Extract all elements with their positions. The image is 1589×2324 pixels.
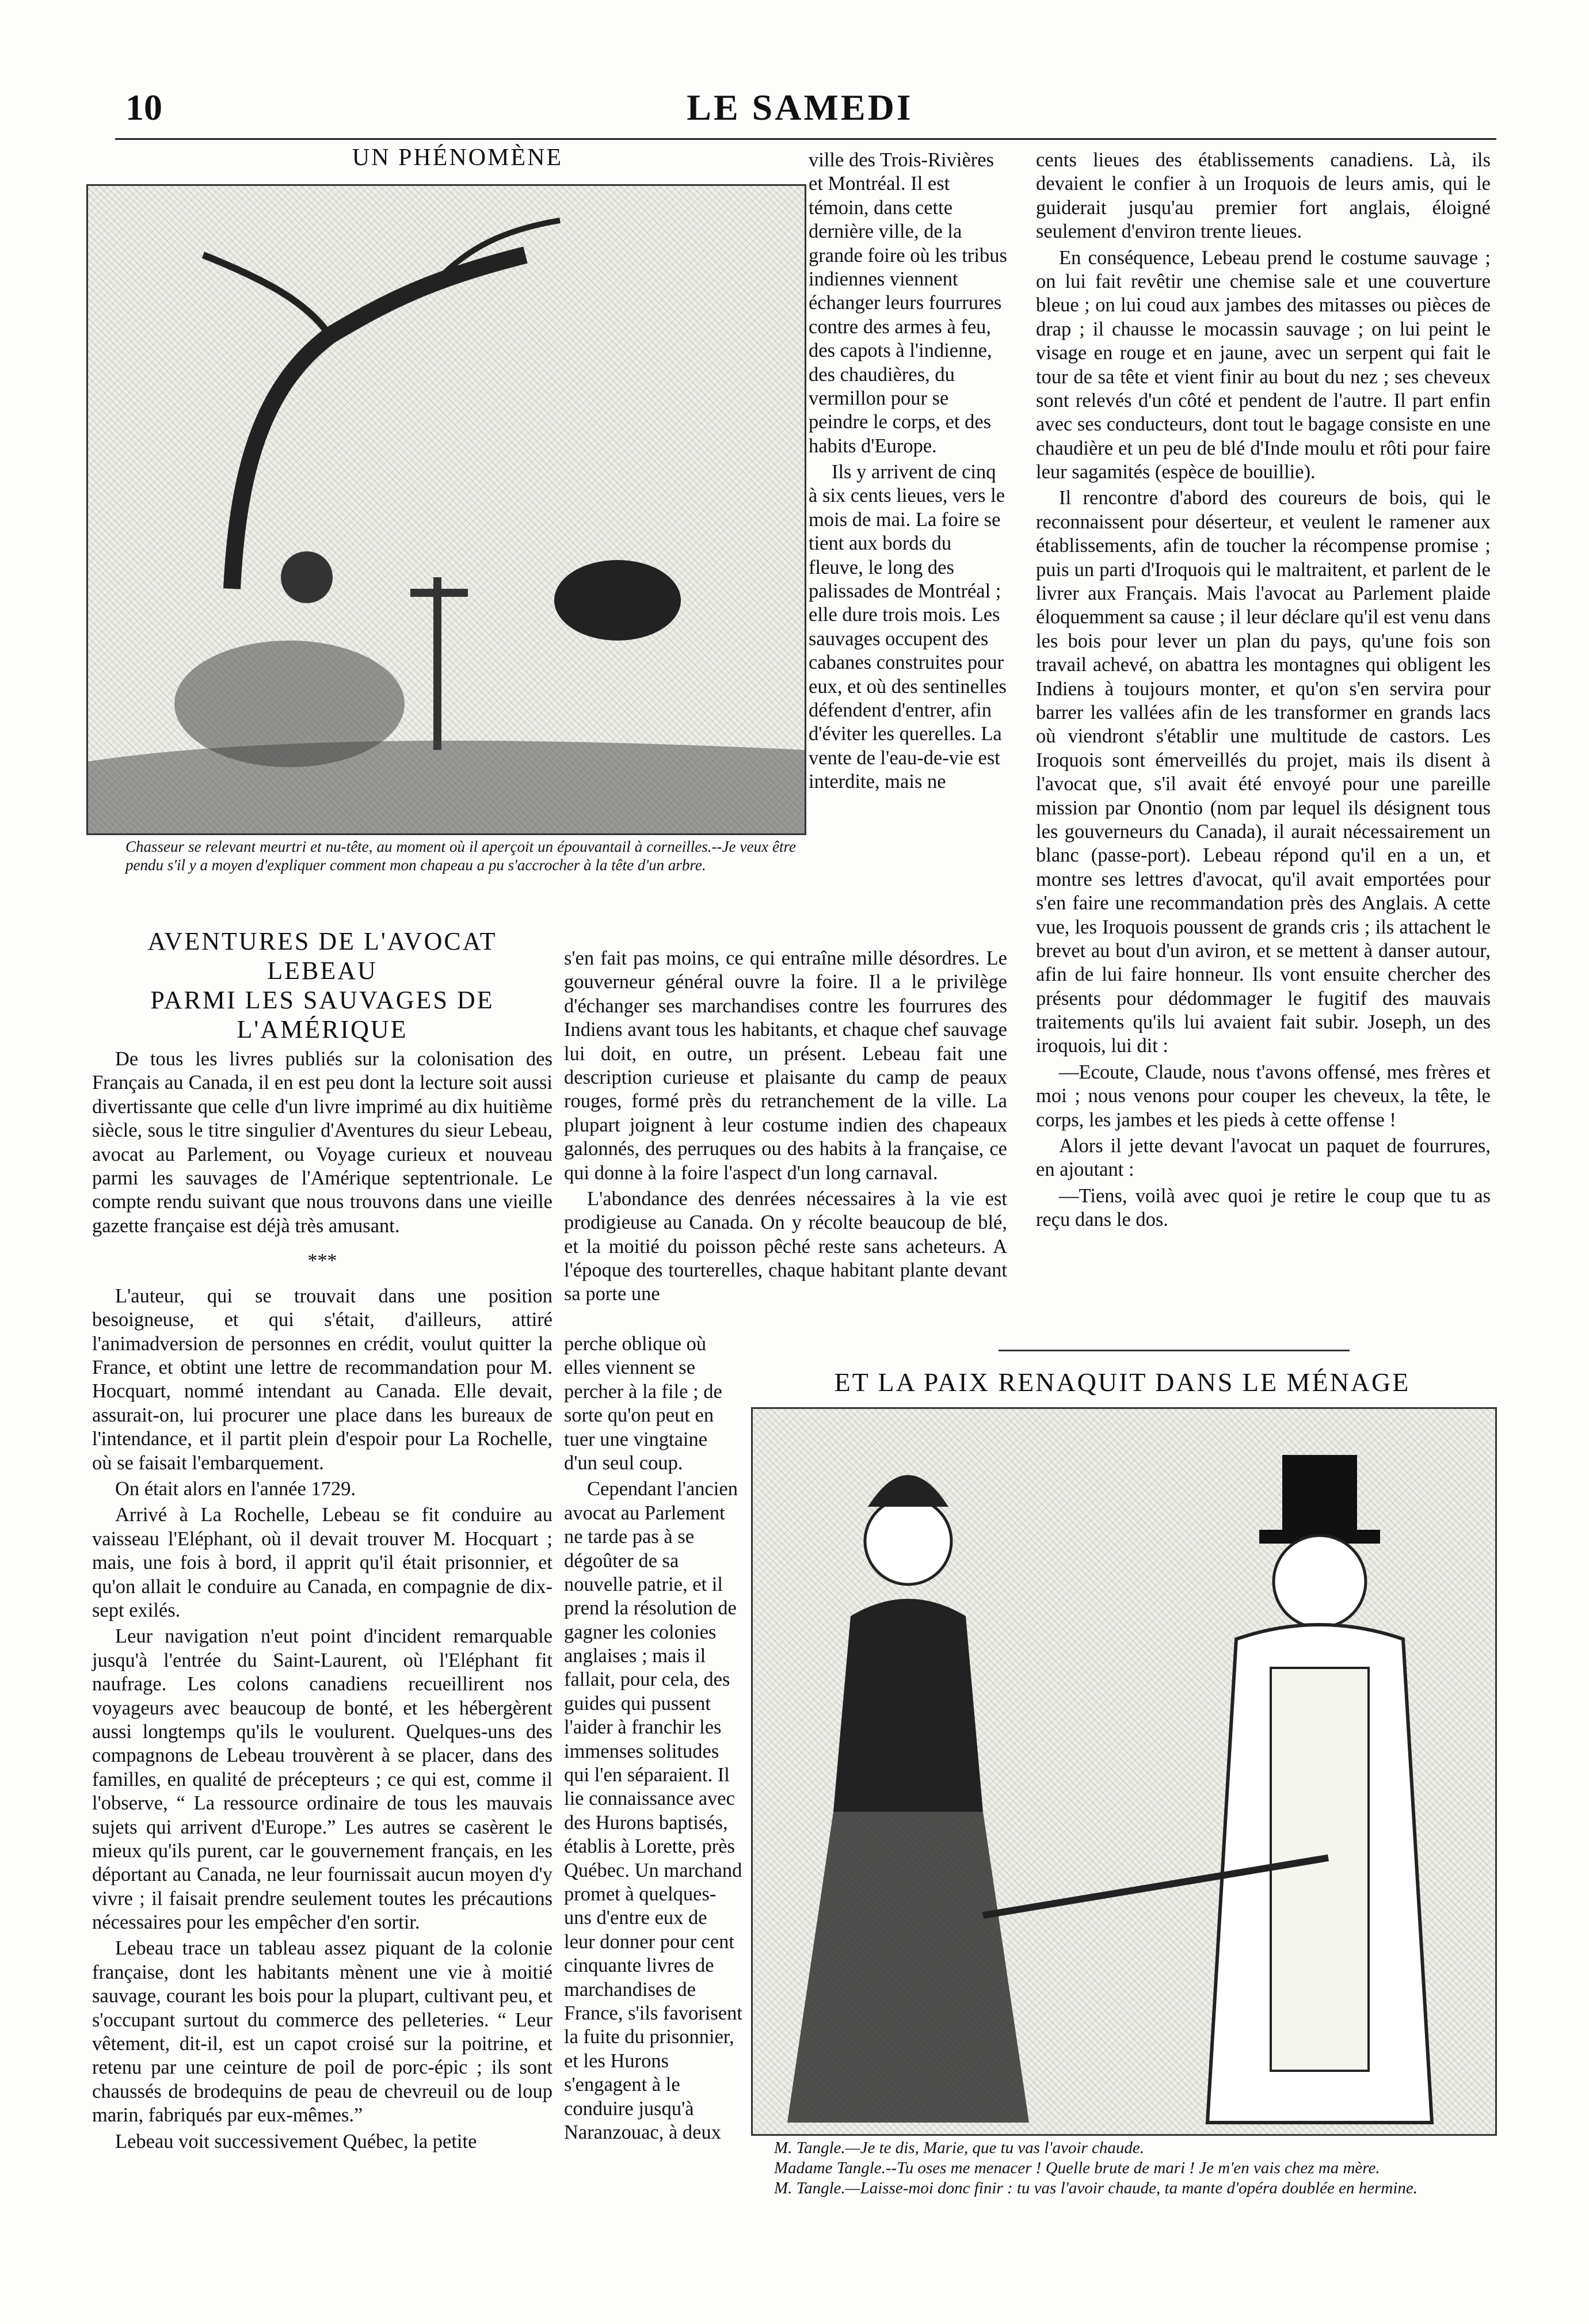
paragraph: L'auteur, qui se trouvait dans une position besoigneuse, et qui s'était, d'ailleurs, attiré l'animadversion de personnes en crédit, voulut quitter la France, et obtint une lettre de recommandation pour M. Hocquart, nommé intendant au Canada. Elle devait, assurait-on, lui procurer une place dans les bureaux de l'intendance, et il partit plein d'espoir pour La Rochelle, où se faisait l'embarquement. xyxy=(92,1285,552,1474)
journal-title: LE SAMEDI xyxy=(687,87,913,128)
article-title-line2: PARMI LES SAUVAGES DE xyxy=(150,986,494,1014)
paragraph: Alors il jette devant l'avocat un paquet de fourrures, en ajoutant : xyxy=(1036,1135,1491,1181)
phenomene-caption: Chasseur se relevant meurtri et nu-tête, au moment où il aperçoit un épouvantail à corneilles.--Je veux être pendu s'il y a moyen d'expliquer comment mon chapeau a pu s'accrocher à la tête d'un arbre. xyxy=(125,838,796,874)
paragraph: —Ecoute, Claude, nous t'avons offensé, mes frères et moi ; nous venons pour couper les cheveux, la tête, le corps, les jambes et les pieds à cette offense ! xyxy=(1036,1061,1491,1131)
article-column-2-top xyxy=(809,148,1007,794)
paragraph: Ils y arrivent de cinq à six cents lieues, vers le mois de mai. La foire se tient aux bords du fleuve, le long des palissades de Montréal ; elle dure trois mois. Les sauvages occupent des cabanes construites pour eux, et où des sentinelles défendent d'entrer, afin d'éviter les querelles. La vente de l'eau-de-vie est interdite, mais ne xyxy=(809,461,1007,793)
couple-illustration xyxy=(751,1407,1497,2136)
paragraph: perche oblique où elles viennent se percher à la file ; de sorte qu'on peut en tuer une vingtaine d'un seul coup. xyxy=(564,1333,722,1474)
paragraph: De tous les livres publiés sur la colonisation des Français au Canada, il en est peu dont la lecture soit aussi divertissante que celle d'un livre imprimé au dix huitième siècle, sous le titre singulier d'Aventures du sieur Lebeau, avocat au Parlement, ou Voyage curieux et nouveau parmi les sauvages de l'Amérique septentrionale. Le compte rendu suivant que nous trouvons dans une vieille gazette française est déjà très amusant. xyxy=(92,1048,552,1237)
caption-line: M. Tangle.—Je te dis, Marie, que tu vas l'avoir chaude. xyxy=(774,2139,1145,2157)
header-rule xyxy=(115,138,1496,140)
caption-line: Madame Tangle.--Tu oses me menacer ! Quelle brute de mari ! Je m'en vais chez ma mère. xyxy=(774,2158,1380,2177)
menage-captions xyxy=(774,2138,1488,2198)
paragraph: Leur navigation n'eut point d'incident remarquable jusqu'à l'entrée du Saint-Laurent, où l'Eléphant fit naufrage. Les colons canadiens recueillirent nos voyageurs avec beaucoup de bonté, et les hébergèrent aussi longtemps qu'ils le voulurent. Quelques-uns des compagnons de Lebeau trouvèrent à se placer, dans des familles, en qualité de précepteurs ; ce qui est, comme il l'observe, “ La ressource ordinaire de tous les mauvais sujets qui arrivent d'Europe.” Les autres se casèrent le mieux qu'ils purent, car le gouvernement français, en les déportant au Canada, ne leur fournissait aucun moyen d'y vivre ; il faisait prendre seulement toutes les précautions nécessaires pour les empêcher d'en sortir. xyxy=(92,1625,552,1934)
caption-line: M. Tangle.—Laisse-moi donc finir : tu vas l'avoir chaude, ta mante d'opéra doublée en hermine. xyxy=(774,2178,1418,2197)
paragraph: L'abondance des denrées nécessaires à la vie est prodigieuse au Canada. On y récolte beaucoup de blé, et la moitié du poisson pêché reste sans acheteurs. A l'époque des tourterelles, chaque habitant plante devant sa porte une xyxy=(564,1187,1007,1305)
article-title-line3: L'AMÉRIQUE xyxy=(237,1015,408,1043)
hunter-scene-icon xyxy=(88,186,805,833)
paragraph: Cependant l'ancien avocat au Parlement ne tarde pas à se dégoûter de sa nouvelle patrie, et il prend la résolution de gagner les colonies anglaises ; mais il fallait, pour cela, des guides qui pussent l'aider à franchir les immenses solitudes qui l'en séparaient. Il lie connaissance avec des Hurons baptisés, établis à Lorette, près Québec. Un marchand promet à quelques-uns d'entre eux de leur donner pour cent cinquante livres de marchandises de France, s'ils favorisent la fuite du prisonnier, et les Hurons s'engagent à le conduire jusqu'à Naranzouac, à deux xyxy=(564,1478,742,2143)
hunter-illustration xyxy=(86,184,806,835)
article-title-line1: AVENTURES DE L'AVOCAT LEBEAU xyxy=(147,927,497,985)
article-column-3 xyxy=(1036,148,1491,1232)
paragraph: ville des Trois-Rivières et Montréal. Il est témoin, dans cette dernière ville, de la grande foire où les tribus indiennes viennent échanger leurs fourrures contre des armes à feu, des capots à l'indienne, des chaudières, du vermillon pour se peindre le corps, et des habits d'Europe. xyxy=(809,149,1007,457)
paragraph: Il rencontre d'abord des coureurs de bois, qui le reconnaissent pour déserteur, et veulent le ramener aux établissements, afin de toucher la récompense promise ; puis un parti d'Iroquois qui le maltraitent, et parlent de le livrer aux Français. Mais l'avocat au Parlement plaide éloquemment sa cause ; il leur déclare qu'il est venu dans les bois pour lever un plan du pays, qu'une fois son travail achevé, on abattra les montagnes qui obligent les Indiens à toujours monter, et qu'on s'en servira pour barrer les vallées afin de les transformer en grands lacs où viendront s'établir une multitude de castors. Les Iroquois sont émerveillés du projet, mais ils disent à l'avocat que, s'il avait été envoyé pour une pareille mission par Onontio (nom par lequel ils désignent tous les gouverneurs du Canada), il aurait nécessairement un blanc (passe-port). Lebeau répond qu'il en a un, et montre ses lettres d'avocat, qu'il avait emportées pour s'en faire une recommandation près des Anglais. A cette vue, les Iroquois poussent de grands cris ; ils attachent le brevet au bout d'un aviron, et se mettent à danser autour, afin de lui faire honneur. Ils vont ensuite chercher des présents pour dédommager le fugitif des mauvais traitements qu'ils lui avaient fait subir. Joseph, un des iroquois, lui dit : xyxy=(1036,487,1491,1057)
paragraph: —Tiens, voilà avec quoi je retire le coup que tu as reçu dans le dos. xyxy=(1036,1184,1491,1231)
phenomene-title: UN PHÉNOMÈNE xyxy=(352,144,563,171)
page-number: 10 xyxy=(125,87,162,128)
paragraph: Lebeau voit successivement Québec, la petite xyxy=(115,2130,477,2152)
section-stars: *** xyxy=(307,1250,337,1272)
paragraph: Lebeau trace un tableau assez piquant de la colonie française, dont les habitants mènent une vie à moitié sauvage, courant les bois pour la plupart, cultivant peu, et s'occupant surtout du commerce des pelleteries. “ Leur vêtement, dit-il, est un capot croisé sur la poitrine, et retenu par une ceinture de poil de porc-épic ; ils sont chaussés de brodequins de peau de chevreuil ou de loup marin, fabriqués par eux-mêmes.” xyxy=(92,1937,552,2127)
paragraph: On était alors en l'année 1729. xyxy=(115,1478,356,1500)
paragraph: cents lieues des établissements canadiens. Là, ils devaient le confier à un Iroquois de leurs amis, qui le guiderait jusqu'au premier fort anglais, éloigné seulement d'environ trente lieues. xyxy=(1036,149,1491,243)
couple-scene-icon xyxy=(753,1409,1495,2134)
article-column-2-narrow xyxy=(564,1332,742,2144)
paragraph: s'en fait pas moins, ce qui entraîne mille désordres. Le gouverneur général ouvre la foire. Il a le privilège d'échanger ses marchandises contre les fourrures des Indiens avant tous les habitants, et chaque chef sauvage lui doit, en outre, un présent. Lebeau fait une description curieuse et plaisante du camp de peaux rouges, formé près du retranchement de la ville. La plupart joignent à leur costume indien des chapeaux galonnés, des perruques ou des habits à la française, ce qui donne à la foire l'aspect d'un long carnaval. xyxy=(564,947,1007,1184)
article-column-2-wide xyxy=(564,947,1007,1306)
section-divider xyxy=(999,1350,1350,1351)
article-column-1 xyxy=(92,1047,552,2154)
menage-title: ET LA PAIX RENAQUIT DANS LE MÉNAGE xyxy=(834,1367,1411,1397)
paragraph: Arrivé à La Rochelle, Lebeau se fit conduire au vaisseau l'Eléphant, où il devait trouver M. Hocquart ; mais, une fois à bord, il apprit qu'il était prisonnier, et qu'on allait le conduire au Canada, en compagnie de dix-sept exilés. xyxy=(92,1504,552,1621)
paragraph: En conséquence, Lebeau prend le costume sauvage ; on lui fait revêtir une chemise sale et une couverture bleue ; on lui coud aux jambes des mitasses ou pièces de drap ; il chausse le mocassin sauvage ; on lui peint le visage en rouge et en jaune, avec un serpent qui fait le tour de sa tête et vient finir au bout du nez ; ses cheveux sont relevés d'un côté et pendent de l'autre. Il part enfin avec ses conducteurs, dont tout le bagage consiste en une chaudière et un peu de blé d'Inde moulu et rôti pour faire leur sagamités (espèce de bouillie). xyxy=(1036,246,1491,483)
